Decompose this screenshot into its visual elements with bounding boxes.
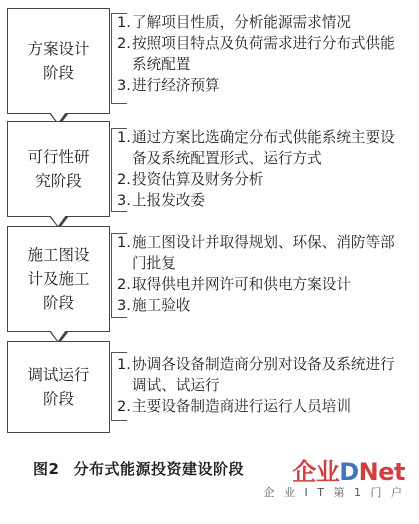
step-text: 进行经济预算 xyxy=(132,77,220,94)
step-number: 2. xyxy=(117,398,131,415)
step-text: 主要设备制造商进行运行人员培训 xyxy=(132,398,351,415)
step-item xyxy=(117,295,409,316)
step-number: 1. xyxy=(117,234,131,251)
watermark-logo xyxy=(292,452,405,487)
stage-label: 方案设计 阶段 xyxy=(27,39,90,82)
step-item xyxy=(117,169,409,190)
stage-box-commissioning xyxy=(7,341,110,433)
stage-box-feasibility xyxy=(7,121,110,217)
watermark-subtitle: 企 业 I T 第 1 门 户 xyxy=(263,486,405,499)
watermark-text-d: D xyxy=(339,458,359,486)
step-number: 1. xyxy=(117,129,131,146)
step-item xyxy=(117,232,409,274)
step-item xyxy=(117,354,409,396)
stage-box-construction xyxy=(7,226,110,332)
step-text: 按照项目特点及负荷需求进行分布式供能系统配置 xyxy=(132,35,395,73)
step-item xyxy=(117,190,409,211)
step-text: 上报发改委 xyxy=(132,192,205,209)
step-text: 了解项目性质，分析能源需求情况 xyxy=(132,14,351,31)
step-list-commissioning xyxy=(117,354,409,417)
step-number: 2. xyxy=(117,35,131,52)
step-number: 2. xyxy=(117,171,131,188)
step-number: 1. xyxy=(117,356,131,373)
step-item xyxy=(117,12,409,33)
figure-caption xyxy=(33,458,244,479)
stage-label: 可行性研 究阶段 xyxy=(27,147,90,190)
step-item xyxy=(117,33,409,75)
step-list-construction xyxy=(117,232,409,316)
watermark-text-right: Net xyxy=(358,458,405,486)
step-item xyxy=(117,396,409,417)
step-list-design xyxy=(117,12,409,96)
step-item xyxy=(117,127,409,169)
step-number: 3. xyxy=(117,297,131,314)
step-text: 取得供电并网许可和供电方案设计 xyxy=(132,276,351,293)
step-number: 3. xyxy=(117,77,131,94)
figure-number: 图2 xyxy=(33,460,60,478)
step-text: 通过方案比选确定分布式供能系统主要设备及系统配置形式、运行方式 xyxy=(132,129,395,167)
stage-label: 调试运行 阶段 xyxy=(27,365,90,408)
stage-box-design xyxy=(7,8,110,114)
figure-title: 分布式能源投资建设阶段 xyxy=(73,460,244,478)
step-text: 协调各设备制造商分别对设备及系统进行调试、试运行 xyxy=(132,356,395,394)
step-item xyxy=(117,274,409,295)
step-number: 1. xyxy=(117,14,131,31)
step-item xyxy=(117,75,409,96)
watermark-text-left: 企业 xyxy=(292,458,340,486)
step-text: 施工验收 xyxy=(132,297,191,314)
step-list-feasibility xyxy=(117,127,409,211)
step-text: 施工图设计并取得规划、环保、消防等部门批复 xyxy=(132,234,395,272)
step-number: 2. xyxy=(117,276,131,293)
step-number: 3. xyxy=(117,192,131,209)
step-text: 投资估算及财务分析 xyxy=(132,171,264,188)
stage-label: 施工图设 计及施工 阶段 xyxy=(27,245,90,312)
